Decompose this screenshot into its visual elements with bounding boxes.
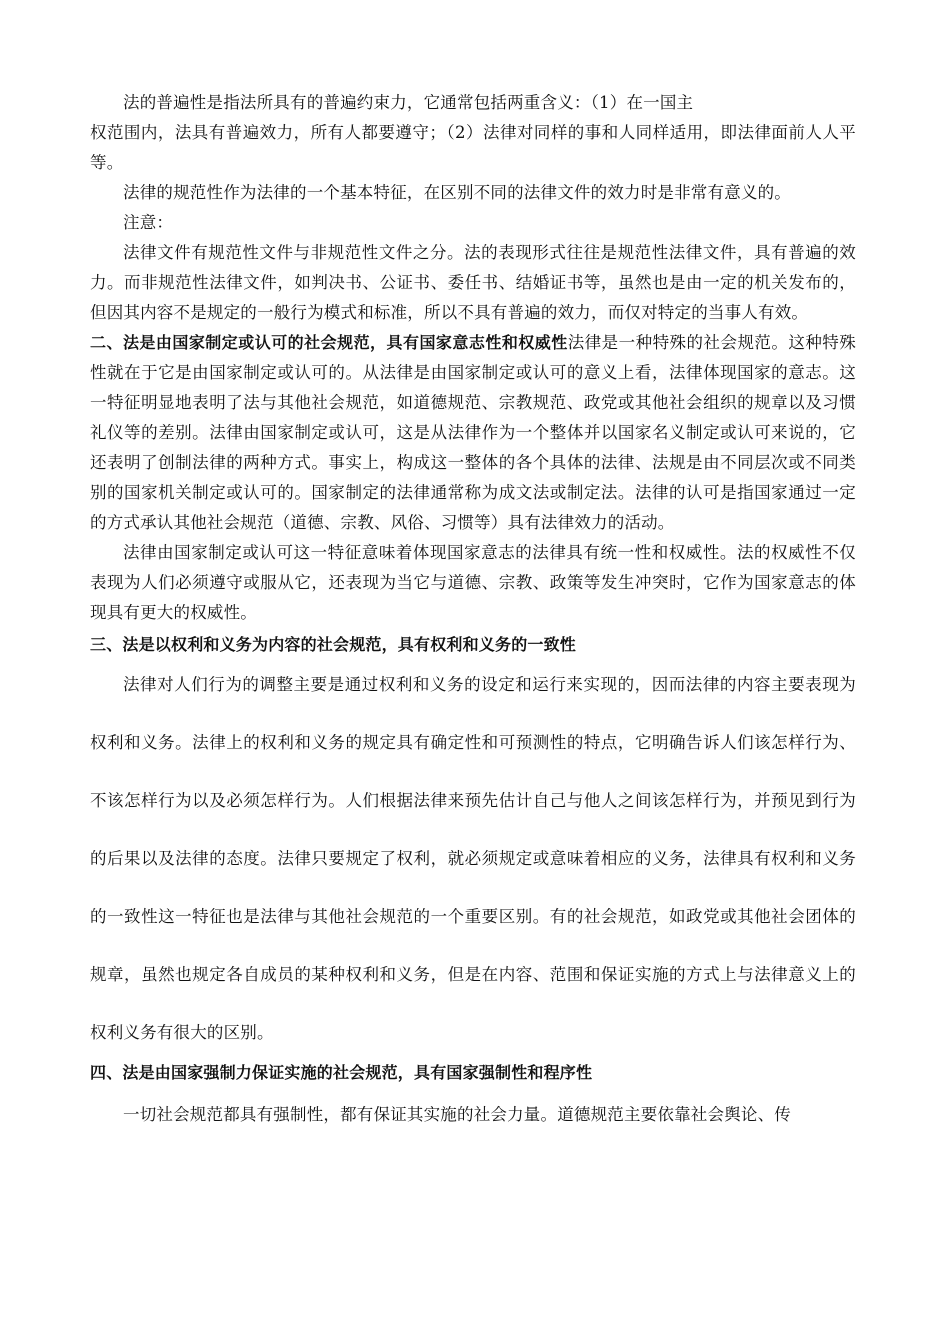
section-two-text: 法律是一种特殊的社会规范。这种特殊性就在于它是由国家制定或认可的。从法律是由国家制定或认可的意义上看，法律体现国家的意志。这一特征明显地表明了法与其他社会规范，如道德规范、宗教规范、政党或其他社会组织的规章以及习惯礼仪等的差别。法律由国家制定或认可，这是从法律作为一个整体并以国家名义制定或认可来说的，它还表明了创制法律的两种方式。事实上，构成这一整体的各个具体的法律、法规是由不同层次或不同类别的国家机关制定或认可的。国家制定的法律通常称为成文法或制定法。法律的认可是指国家通过一定的方式承认其他社会规范（道德、宗教、风俗、习惯等）具有法律效力的活动。 [90,333,856,532]
paragraph-normative-documents: 法律文件有规范性文件与非规范性文件之分。法的表现形式往往是规范性法律文件，具有普遍的效力。而非规范性法律文件，如判决书、公证书、委任书、结婚证书等，虽然也是由一定的机关发布的，但因其内容不是规定的一般行为模式和标准，所以不具有普遍的效力，而仅对特定的当事人有效。 [90,243,856,322]
section-two-heading: 二、法是由国家制定或认可的社会规范，具有国家意志性和权威性 [90,333,568,352]
paragraph-rights-duties: 法律对人们行为的调整主要是通过权利和义务的设定和运行来实现的，因而法律的内容主要表现为权利和义务。法律上的权利和义务的规定具有确定性和可预测性的特点，它明确告诉人们该怎样行为、不该怎样行为以及必须怎样行为。人们根据法律来预先估计自己与他人之间该怎样行为，并预见到行为的后果以及法律的态度。法律只要规定了权利，就必须规定或意味着相应的义务，法律具有权利和义务的一致性这一特征也是法律与其他社会规范的一个重要区别。有的社会规范，如政党或其他社会团体的规章，虽然也规定各自成员的某种权利和义务，但是在内容、范围和保证实施的方式上与法律意义上的权利义务有很大的区别。 [90,675,856,1042]
note-label: 注意： [123,213,174,232]
section-three-heading: 三、法是以权利和义务为内容的社会规范，具有权利和义务的一致性 [90,635,577,654]
section-two-paragraph [90,328,856,538]
document-page [90,88,856,1130]
paragraph-normativity: 法律的规范性作为法律的一个基本特征，在区别不同的法律文件的效力时是非常有意义的。 [123,183,791,202]
paragraph-universality-line1: 法的普遍性是指法所具有的普遍约束力，它通常包括两重含义：（1）在一国主 [123,93,694,112]
paragraph-authority: 法律由国家制定或认可这一特征意味着体现国家意志的法律具有统一性和权威性。法的权威性不仅表现为人们必须遵守或服从它，还表现为当它与道德、宗教、政策等发生冲突时，它作为国家意志的体现具有更大的权威性。 [90,543,856,622]
paragraph-coercion: 一切社会规范都具有强制性，都有保证其实施的社会力量。道德规范主要依靠社会舆论、传 [123,1105,791,1124]
paragraph-universality-rest: 权范围内，法具有普遍效力，所有人都要遵守；（2）法律对同样的事和人同样适用，即法律面前人人平等。 [90,123,856,172]
section-four-heading: 四、法是由国家强制力保证实施的社会规范，具有国家强制性和程序性 [90,1063,593,1082]
